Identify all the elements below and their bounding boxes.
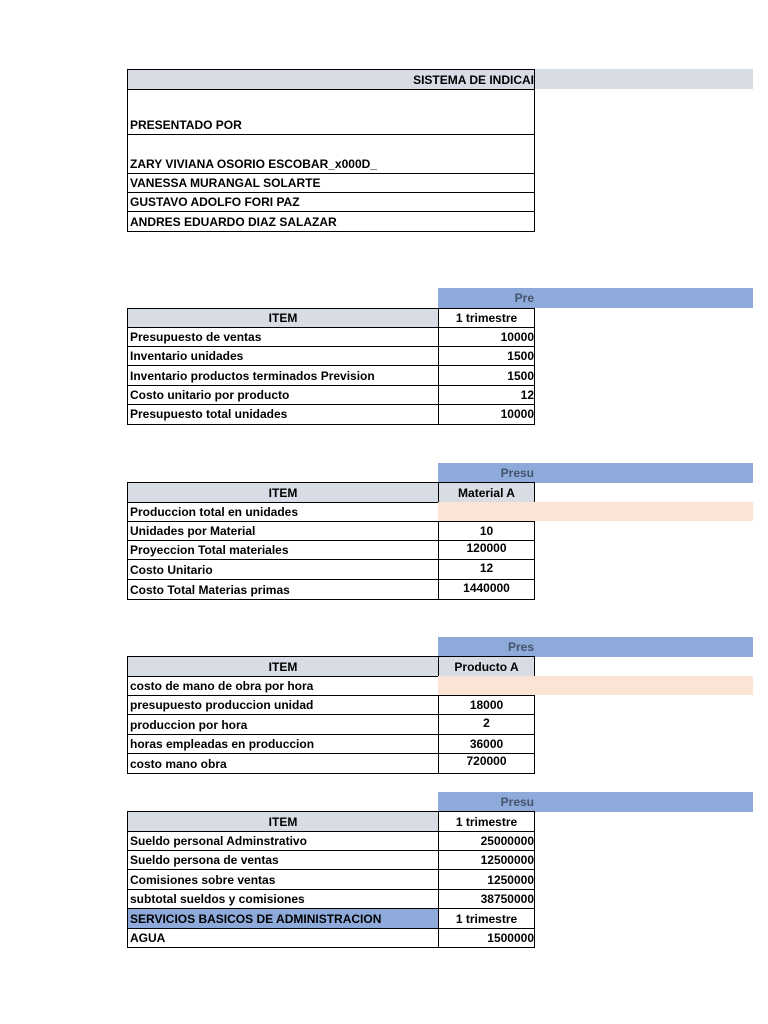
presented-by-label: PRESENTADO POR <box>130 118 242 132</box>
table3-row-label[interactable]: presupuesto produccion unidad <box>127 695 439 715</box>
author-cell-3[interactable] <box>127 192 535 212</box>
table1-row-value[interactable]: 12 <box>438 385 535 405</box>
table1-row-label[interactable]: Presupuesto total unidades <box>127 404 439 425</box>
title-band <box>534 69 753 89</box>
table1-item-header[interactable]: ITEM <box>127 308 439 328</box>
table2-row-value[interactable]: 10 <box>438 521 535 541</box>
author-name: VANESSA MURANGAL SOLARTE <box>130 176 321 190</box>
table4-row-value[interactable]: 38750000 <box>438 889 535 909</box>
table3-item-header[interactable]: ITEM <box>127 656 439 677</box>
table3-row-value[interactable] <box>438 676 535 695</box>
table4-col-header[interactable]: 1 trimestre <box>438 811 535 832</box>
table1-banner-text: Pre <box>514 292 534 305</box>
table4-banner-text: Presu <box>500 796 534 809</box>
table1-row-label[interactable]: Inventario productos terminados Prevision <box>127 365 439 386</box>
table2-banner-text: Presu <box>500 467 534 480</box>
table3-row-value[interactable]: 18000 <box>438 695 535 715</box>
table1-col-header[interactable]: 1 trimestre <box>438 308 535 328</box>
table2-row-label[interactable]: Costo Total Materias primas <box>127 579 439 600</box>
author-cell-4[interactable] <box>127 211 535 232</box>
table2-highlight-band <box>534 502 753 521</box>
table3-row-label[interactable]: costo mano obra <box>127 753 439 774</box>
table3-row-label[interactable]: produccion por hora <box>127 714 439 735</box>
table4-section-col[interactable]: 1 trimestre <box>438 908 535 929</box>
table1-row-label[interactable]: Inventario unidades <box>127 346 439 366</box>
table1-row-value[interactable]: 10000 <box>438 327 535 347</box>
table3-highlight-band <box>534 676 753 695</box>
table4-item-header[interactable]: ITEM <box>127 811 439 832</box>
table4-row-label[interactable]: subtotal sueldos y comisiones <box>127 889 439 909</box>
table3-row-label[interactable]: horas empleadas en produccion <box>127 734 439 754</box>
table2-row-value[interactable]: 120000 <box>438 540 535 560</box>
table4-row-value[interactable]: 1250000 <box>438 869 535 890</box>
table4-row-label[interactable]: Comisiones sobre ventas <box>127 869 439 890</box>
table3-col-header[interactable]: Producto A <box>438 656 535 677</box>
table2-row-label[interactable]: Costo Unitario <box>127 559 439 580</box>
table1-row-value[interactable]: 10000 <box>438 404 535 425</box>
page-title: SISTEMA DE INDICAI <box>413 73 534 87</box>
table2-row-value[interactable]: 1440000 <box>438 579 535 600</box>
table4-row-label[interactable]: Sueldo personal Adminstrativo <box>127 831 439 851</box>
table4-row-label[interactable]: Sueldo persona de ventas <box>127 850 439 870</box>
author-name: ANDRES EDUARDO DIAZ SALAZAR <box>130 215 337 229</box>
table3-row-value[interactable]: 36000 <box>438 734 535 754</box>
table4-section-label[interactable]: SERVICIOS BASICOS DE ADMINISTRACION <box>127 908 439 929</box>
table1-row-label[interactable]: Costo unitario por producto <box>127 385 439 405</box>
author-cell-1[interactable] <box>127 134 535 174</box>
table2-item-header[interactable]: ITEM <box>127 482 439 503</box>
author-name: ZARY VIVIANA OSORIO ESCOBAR_x000D_ <box>130 157 377 171</box>
table4-row-value[interactable]: 12500000 <box>438 850 535 870</box>
presented-by-cell[interactable] <box>127 89 535 135</box>
table2-row-label[interactable]: Unidades por Material <box>127 521 439 541</box>
table3-row-label[interactable]: costo de mano de obra por hora <box>127 676 439 696</box>
table3-row-value[interactable]: 720000 <box>438 753 535 774</box>
table1-row-value[interactable]: 1500 <box>438 365 535 386</box>
table4-section-row-label[interactable]: AGUA <box>127 928 439 948</box>
table1-row-label[interactable]: Presupuesto de ventas <box>127 327 439 347</box>
author-cell-2[interactable] <box>127 173 535 193</box>
table2-row-label[interactable]: Produccion total en unidades <box>127 502 439 522</box>
table2-col-header[interactable]: Material A <box>438 482 535 503</box>
table4-row-value[interactable]: 25000000 <box>438 831 535 851</box>
table1-row-value[interactable]: 1500 <box>438 346 535 366</box>
author-name: GUSTAVO ADOLFO FORI PAZ <box>130 195 300 209</box>
table3-banner-text: Pres <box>507 641 534 654</box>
table2-row-label[interactable]: Proyeccion Total materiales <box>127 540 439 560</box>
table3-row-value[interactable]: 2 <box>438 714 535 735</box>
table2-row-value[interactable] <box>438 502 535 521</box>
table4-section-row-value[interactable]: 1500000 <box>438 928 535 948</box>
table2-row-value[interactable]: 12 <box>438 559 535 580</box>
title-cell[interactable] <box>127 69 535 90</box>
